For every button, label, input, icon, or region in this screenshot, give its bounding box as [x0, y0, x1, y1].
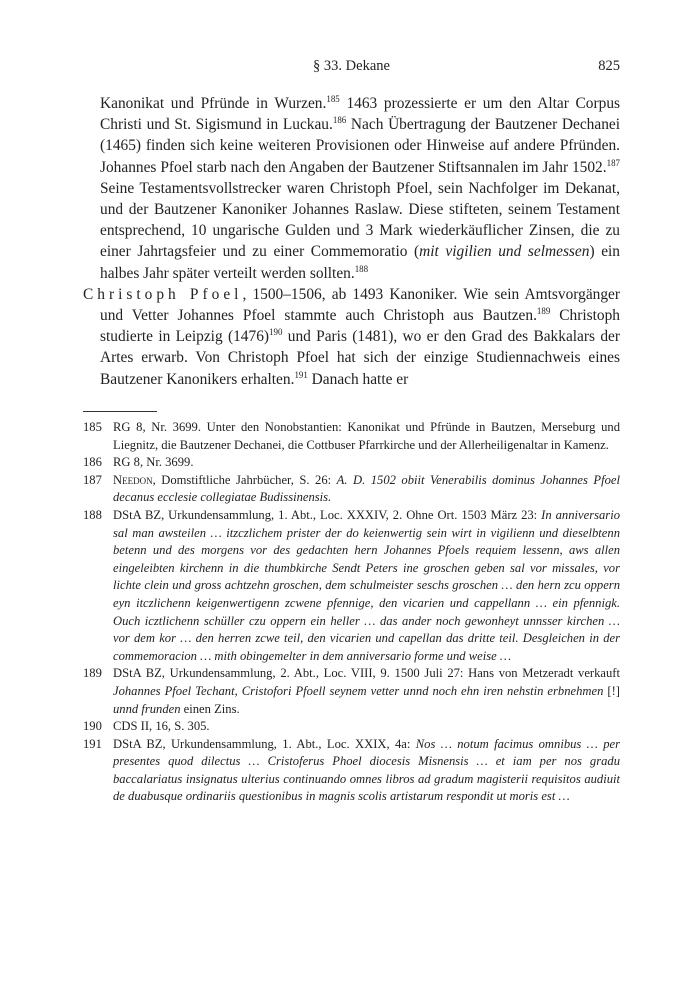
- footnote-ref-188: 188: [354, 263, 369, 274]
- person-name: Christoph Pfoel: [83, 285, 243, 303]
- footnote-191: 191 DStA BZ, Urkundensammlung, 1. Abt., Loc. XXIX, 4a: Nos … notum facimus omnibus … per presentes quod dilectus … Cristoferus Phoel diocesis Misnensis … et iam per nos gradu baccalariatus insignatus ulterius continuando omnes libros ad gradum magisterii requisitos audiuit de duabusque ordinariis questionibus in magnis scolis artistarum respondit ut moris est …: [83, 736, 621, 804]
- paragraph-christoph-pfoel: Christoph Pfoel, 1500–1506, ab 1493 Kanoniker. Wie sein Amtsvorgänger und Vetter Johannes Pfoel stammte auch Christoph aus Bautzen.$^{189}$ Christoph studierte in Leipzig $(1476)^{190}$ und Paris (1481), wo er den Grad des Bakkalars der Artes erwarb. Von Christoph Pfoel hat sich der einzige Studiennachweis eines Bautzener Kanonikers erhalten.$^{191}$ Danach hatte er: [83, 285, 621, 388]
- footnote-188: 188 DStA BZ, Urkundensammlung, 1. Abt., Loc. XXXIV, 2. Ohne Ort. 1503 März 23: In anniversario sal man awsteilen … itzczlichem prister der do keienwertig sein wirt in vigilienn und dieselbtenn betenn und des morgens vor des gedachten hern Johannes Pfoels requiem lessenn, aws allen eingeleibten kirchenn in die thumbkirche Sendt Peters ine groschen geben sal vor missales, vor lichte clein und gross achtzehn groschen, dem schulmeister seschs groschen … den hern zcu oppern eyn itczlichenn keigenwertigenn zcwene pfennige, den vicarien und cappellann … ein pfennigk. Ouch icztlichenn schüller czu oppern ein heller … das ander noch gewonheyt unnsser kirchen … vor dem kor … den herren zcwe teil, den vicarien und capellan das dritte teil. Desgleichen in der commemoracion … mith obingemelter in dem anniversario forme und weise …: [83, 507, 620, 663]
- footnote-189: 189 DStA BZ, Urkundensammlung, 2. Abt., Loc. VIII, 9. 1500 Juli 27: Hans von Metzeradt verkauft Johannes Pfoel Techant, Cristofori Pfoell seynem vetter unnd noch ehn iren nehstin erbnehmen [!] unnd frunden einen Zins.: [83, 666, 620, 716]
- paragraph-johannes-pfoel: Kanonikat und Pfründe in Wurzen.$^{185}$ 1463 prozessierte er um den Altar Corpus Christi und St. Sigismund in Luckau.$^{186}$ Nach Übertragung der Bautzener Dechanei (1465) finden sich keine weiteren Provisionen oder Hinweise auf andere Pfründen. Johannes Pfoel starb nach den Angaben der Bautzener Stiftsannalen im Jahr 1502.$^{187}$ Seine Testamentsvollstrecker waren Christoph Pfoel, sein Nachfolger im Dekanat, und der Bautzener Kanoniker Johannes Raslaw. Diese stifteten, seinem Testament entsprechend, 10 ungarische Gulden und 3 Mark wiederkäuflicher Zinsen, die zu einer Jahrtagsfeier und zu einer Commemoratio (mit vigilien und selmessen) ein halbes Jahr später verteilt werden sollten.$^{188}$: [100, 93, 621, 282]
- footnote-190: 190 CDS II, 16, S. 305.: [83, 719, 210, 734]
- footnote-ref-190: 190: [269, 327, 283, 338]
- footnotes: [83, 419, 620, 806]
- footnote-185: 185 RG 8, Nr. 3699. Unter den Nonobstantien: Kanonikat und Pfründe in Bautzen, Merseburg und Liegnitz, die Bautzener Dechanei, die Cottbuser Pfarrkirche und der Allerheiligenaltar in Kamenz.: [83, 420, 620, 452]
- footnote-ref-187: 187: [606, 157, 620, 168]
- footnote-186: 186 RG 8, Nr. 3699.: [83, 455, 194, 470]
- footnote-187: 187 Needon, Domstiftliche Jahrbücher, S. 26: A. D. 1502 obiit Venerabilis dominus Johannes Pfoel decanus ecclesie collegiatae Budissinensis.: [83, 472, 620, 505]
- footnote-separator: [83, 411, 157, 412]
- footnote-ref-185: 185: [326, 93, 340, 104]
- page-number: 825: [598, 58, 620, 74]
- section-title: § 33. Dekane: [313, 58, 390, 74]
- footnote-ref-189: 189: [536, 305, 551, 316]
- footnote-ref-191: 191: [294, 369, 308, 380]
- running-header: [83, 58, 620, 80]
- main-text: [83, 93, 620, 390]
- footnote-ref-186: 186: [332, 115, 347, 126]
